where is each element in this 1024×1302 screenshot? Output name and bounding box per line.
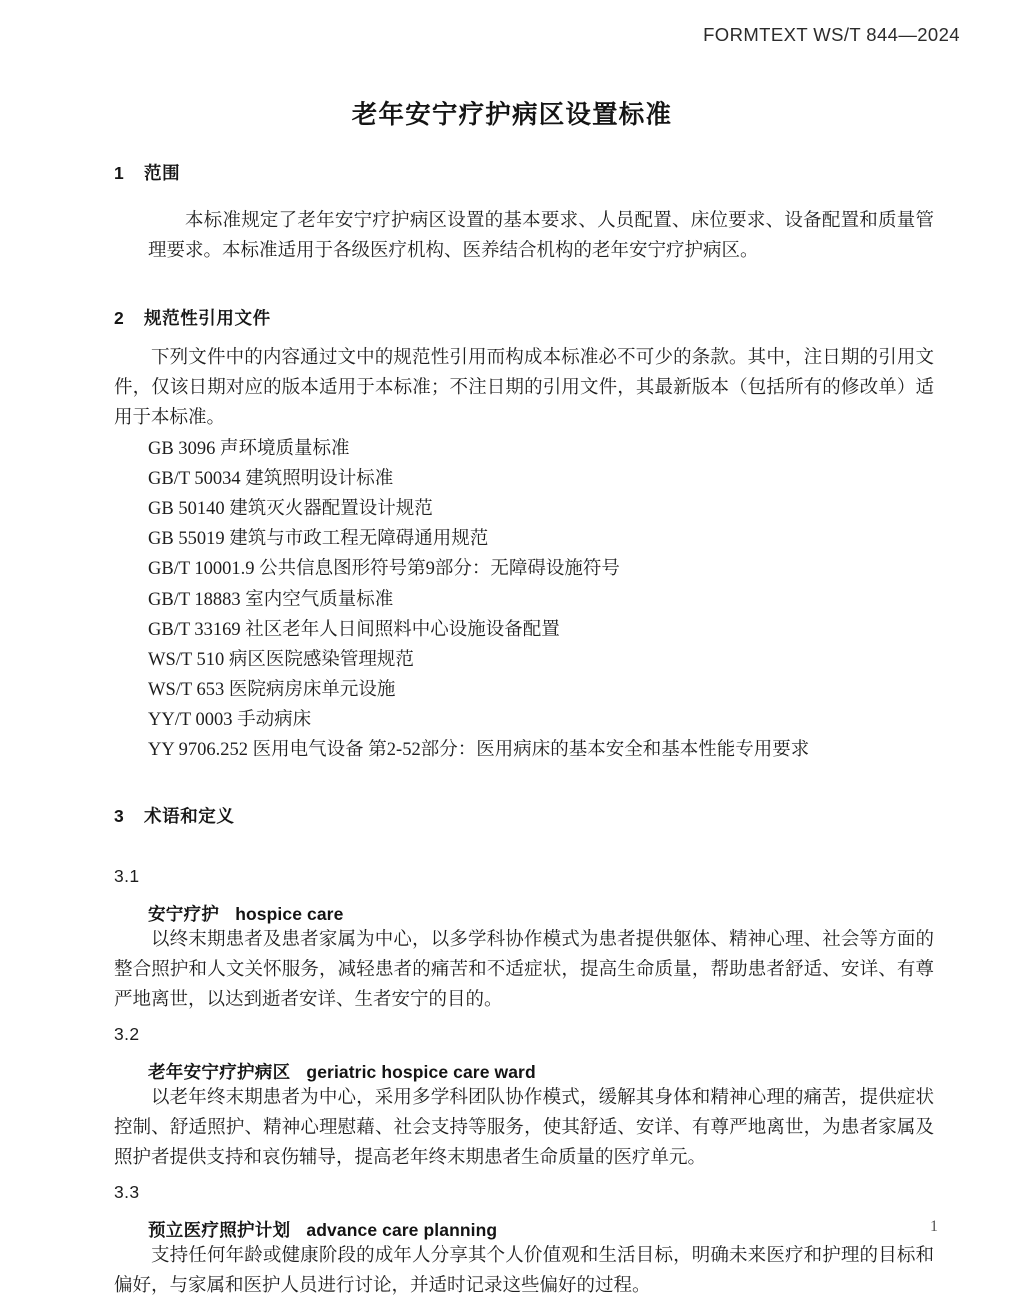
normative-reference-list — [148, 434, 934, 766]
list-item: GB/T 18883 室内空气质量标准 — [148, 589, 394, 610]
term-en-3-2: geriatric hospice care ward — [306, 1062, 536, 1083]
term-heading-3-1 — [148, 901, 934, 926]
running-header: FORMTEXT WS/T 844—2024 — [703, 24, 960, 45]
subclause-number-3-2: 3.2 — [114, 1024, 140, 1045]
list-item: GB/T 33169 社区老年人日间照料中心设施设备配置 — [148, 619, 560, 640]
list-item: GB 50140 建筑灭火器配置设计规范 — [148, 499, 433, 520]
list-item: WS/T 510 病区医院感染管理规范 — [148, 649, 414, 670]
list-item: YY 9706.252 医用电气设备 第2-52部分：医用病床的基本安全和基本性能专用要求 — [148, 740, 810, 761]
subclause-number-3-1: 3.1 — [114, 866, 140, 887]
scope-paragraph: 本标准规定了老年安宁疗护病区设置的基本要求、人员配置、床位要求、设备配置和质量管理要求。本标准适用于各级医疗机构、医养结合机构的老年安宁疗护病区。 — [148, 211, 934, 261]
term-en-3-3: advance care planning — [306, 1220, 498, 1241]
normative-references-paragraph: 下列文件中的内容通过文中的规范性引用而构成本标准必不可少的条款。其中，注日期的引用文件，仅该日期对应的版本适用于本标准；不注日期的引用文件，其最新版本（包括所有的修改单）适用于本标准。 — [114, 347, 934, 428]
clause-title-normative-references: 规范性引用文件 — [144, 307, 271, 328]
clause-heading-scope — [114, 160, 934, 185]
document-body — [114, 160, 934, 1302]
term-zh-3-2: 老年安宁疗护病区 — [148, 1062, 291, 1083]
clause-heading-normative-references — [114, 305, 934, 330]
term-en-3-1: hospice care — [235, 904, 344, 925]
page-title: 老年安宁疗护病区设置标准 — [351, 101, 673, 130]
list-item: GB/T 50034 建筑照明设计标准 — [148, 468, 394, 489]
list-item: YY/T 0003 手动病床 — [148, 710, 312, 731]
clause-number-normative-references: 2 — [114, 307, 125, 328]
clause-title-scope: 范围 — [144, 163, 181, 183]
term-definition-3-1: 以终末期患者及患者家属为中心，以多学科协作模式为患者提供躯体、精神心理、社会等方面的整合照护和人文关怀服务，减轻患者的痛苦和不适症状，提高生命质量，帮助患者舒适、安详、有尊严地离世，以达到逝者安详、生者安宁的目的。 — [114, 930, 934, 1011]
subclause-number-3-3: 3.3 — [114, 1182, 140, 1203]
list-item: GB/T 10001.9 公共信息图形符号第9部分：无障碍设施符号 — [148, 559, 620, 580]
list-item: WS/T 653 医院病房床单元设施 — [148, 679, 396, 700]
clause-number-scope: 1 — [114, 163, 125, 183]
term-definition-3-3: 支持任何年龄或健康阶段的成年人分享其个人价值观和生活目标，明确未来医疗和护理的目标和偏好，与家属和医护人员进行讨论，并适时记录这些偏好的过程。 — [114, 1246, 934, 1297]
term-heading-3-2 — [148, 1059, 934, 1084]
clause-heading-terms — [114, 803, 934, 828]
clause-title-terms: 术语和定义 — [144, 806, 235, 827]
term-definition-3-2: 以老年终末期患者为中心，采用多学科团队协作模式，缓解其身体和精神心理的痛苦，提供症状控制、舒适照护、精神心理慰藉、社会支持等服务，使其舒适、安详、有尊严地离世，为患者家属及照护者提供支持和哀伤辅导，提高老年终末期患者生命质量的医疗单元。 — [114, 1088, 934, 1169]
page-number: 1 — [930, 1218, 938, 1235]
term-zh-3-3: 预立医疗照护计划 — [148, 1220, 291, 1241]
list-item: GB 3096 声环境质量标准 — [148, 438, 350, 459]
list-item: GB 55019 建筑与市政工程无障碍通用规范 — [148, 529, 489, 550]
clause-number-terms: 3 — [114, 806, 125, 827]
term-zh-3-1: 安宁疗护 — [148, 904, 220, 925]
